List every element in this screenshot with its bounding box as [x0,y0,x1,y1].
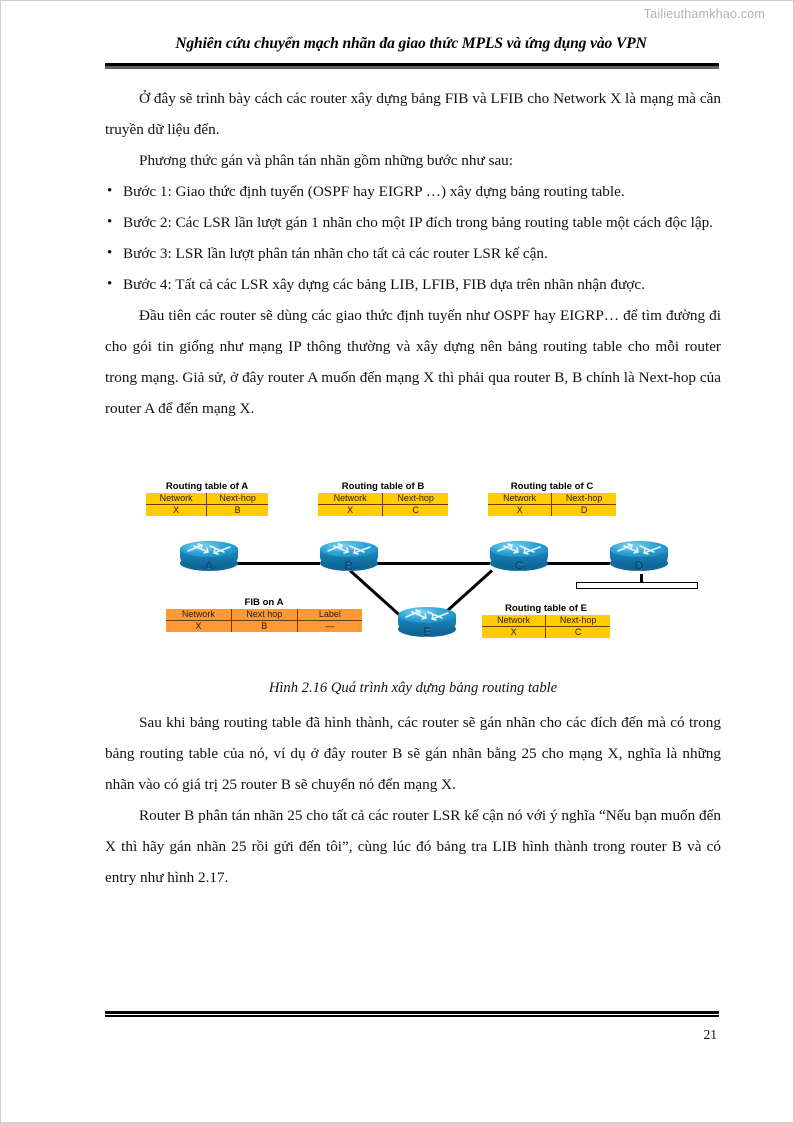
watermark: Tailieuthamkhao.com [643,7,765,21]
fib-on-a-table [166,597,362,632]
link-c-d [546,562,610,565]
table-header-row [482,615,610,627]
table-row [488,505,616,517]
router-d [610,541,668,571]
paragraph-4: Sau khi bảng routing table đã hình thành, các router sẽ gán nhãn cho các đích đến mà có trong bảng routing table của nó, ví dụ ở đây router B sẽ gán nhãn bằng 25 cho mạng X, nghĩa là những nhãn vào có giá trị 25 router B sẽ chuyển nó đến mạng X. [105,714,721,793]
table-cell: X [166,621,231,633]
table-header-row [488,493,616,505]
router-b [320,541,378,571]
column-header: Next-hop [552,493,616,505]
routing-table-e [482,603,610,638]
table-cell: X [482,627,546,639]
router-label: C [514,559,524,573]
table-cell: X [146,505,207,517]
table-title: Routing table of C [510,481,594,492]
table-row [166,621,362,633]
router-label: E [422,625,431,639]
table-cell: X [488,505,552,517]
list-item: • Bước 4: Tất cả các LSR xây dựng các bảng LIB, LFIB, FIB dựa trên nhãn nhận được. [105,269,721,300]
link-a-b [236,562,320,565]
router-c [490,541,548,571]
page-header [101,35,721,53]
table-title: FIB on A [244,597,284,608]
table-row [146,505,268,517]
table [166,609,362,632]
paragraph-2: Phương thức gán và phân tán nhãn gồm những bước như sau: [139,152,513,169]
list-item: • Bước 2: Các LSR lần lượt gán 1 nhãn cho một IP đích trong bảng routing table một cách độc lập. [105,207,721,238]
routing-table-a [146,481,268,516]
router-label: B [344,559,354,573]
header-title: Nghiên cứu chuyển mạch nhãn đa giao thức MPLS và ứng dụng vào VPN [175,35,647,52]
router-arrows-icon [180,541,238,557]
page-number: 21 [703,1027,717,1042]
column-header: Network [482,615,546,627]
table-title: Routing table of A [165,481,249,492]
router-arrows-icon [320,541,378,557]
column-header: Network [318,493,383,505]
router-label: D [634,559,644,573]
figure-caption: Hình 2.16 Quá trình xây dựng bảng routing table [268,680,558,696]
table-cell: D [552,505,616,517]
table [482,615,610,638]
table [146,493,268,516]
table-title: Routing table of B [341,481,425,492]
list-item: • Bước 3: LSR lần lượt phân tán nhãn cho tất cả các router LSR kế cận. [105,238,721,269]
body-content-bottom [105,707,721,893]
column-header: Network [146,493,207,505]
table-cell: B [207,505,268,517]
router-arrows-icon [398,607,456,623]
column-header: Label [297,609,362,621]
column-header: Next-hop [383,493,448,505]
router-label: A [204,559,214,573]
paragraph-3: Đầu tiên các router sẽ dùng các giao thức định tuyến như OSPF hay EIGRP… để tìm đường đi cho gói tin giống như mạng IP thông thường và xây dựng nên bảng routing table cho mỗi router trong mạng. Giả sử, ở đây router A muốn đến mạng X thì phải qua router B, B chính là Next-hop của router A để đến mạng X. [105,307,721,417]
figure-2-16 [144,479,704,659]
router-arrows-icon [610,541,668,557]
steps-list [105,176,721,300]
column-header: Network [166,609,231,621]
routing-table-b [318,481,448,516]
list-item: • Bước 1: Giao thức định tuyến (OSPF hay EIGRP …) xây dựng bảng routing table. [105,176,721,207]
table-header-row [166,609,362,621]
column-header: Next hop [231,609,297,621]
table-row [318,505,448,517]
header-divider [105,63,719,69]
router-e [398,607,456,637]
table-cell: C [383,505,448,517]
body-content-top [105,83,721,424]
table [488,493,616,516]
table-header-row [318,493,448,505]
table-cell: X [318,505,383,517]
router-arrows-icon [490,541,548,557]
column-header: Next-hop [207,493,268,505]
router-a [180,541,238,571]
link-b-c [374,562,490,565]
table-title: Routing table of E [504,603,588,614]
table [318,493,448,516]
routing-table-c [488,481,616,516]
column-header: Next-hop [546,615,610,627]
table-row [482,627,610,639]
table-header-row [146,493,268,505]
footer-divider [105,1011,719,1017]
table-cell: — [297,621,362,633]
paragraph-5: Router B phân tán nhãn 25 cho tất cả các router LSR kế cận nó với ý nghĩa “Nếu bạn muốn đến X thì hãy gán nhãn 25 rồi gửi đến tôi”, cùng lúc đó bảng tra LIB hình thành trong router B và có entry như hình 2.17. [105,807,721,886]
lan-segment [576,582,698,589]
column-header: Network [488,493,552,505]
table-cell: C [546,627,610,639]
table-cell: B [231,621,297,633]
paragraph-1: Ở đây sẽ trình bày cách các router xây dựng bảng FIB và LFIB cho Network X là mạng mà cần truyền dữ liệu đến. [105,90,721,138]
